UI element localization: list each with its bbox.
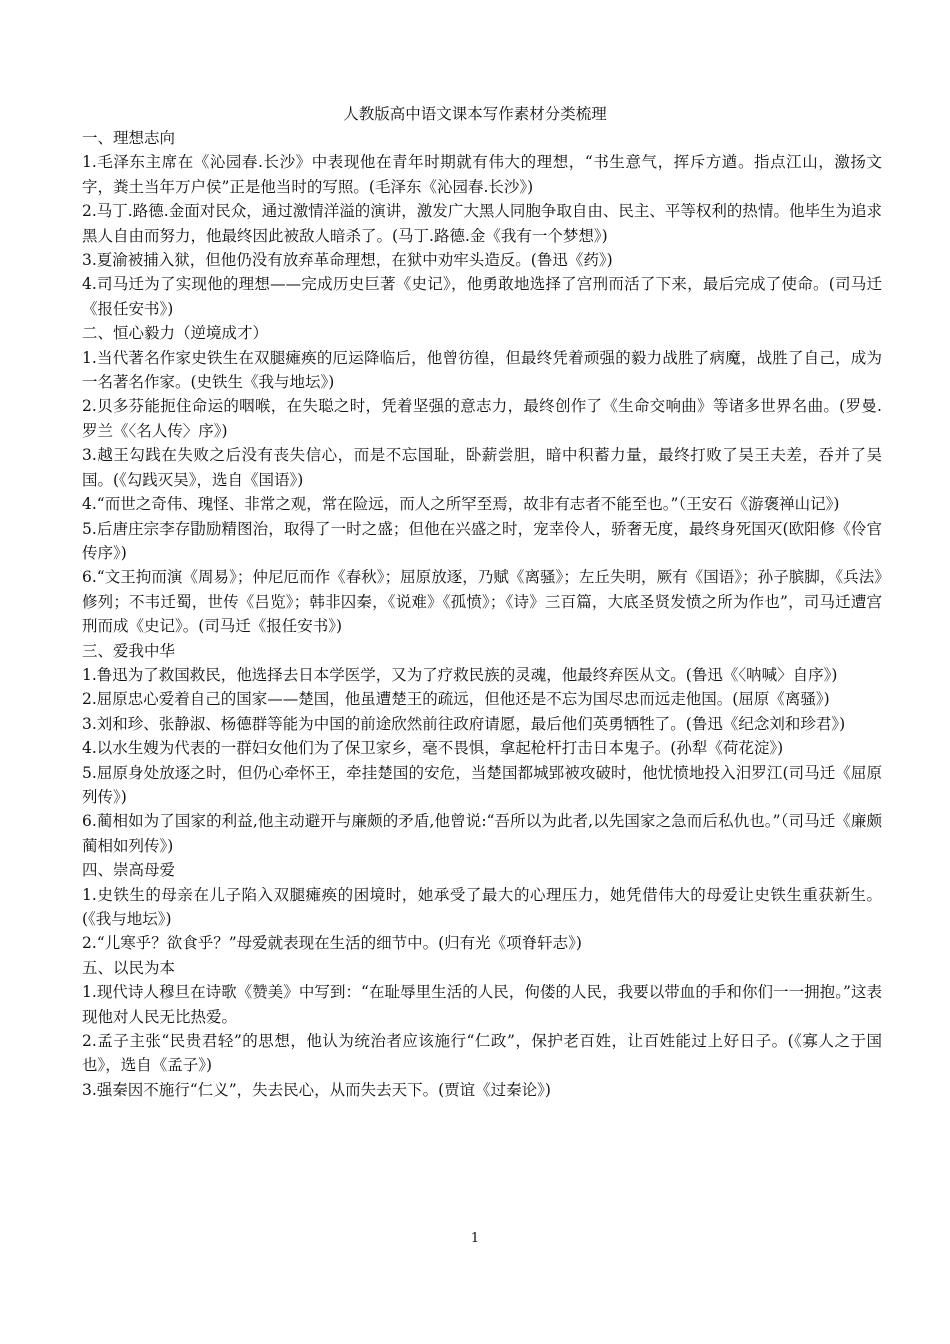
document-body	[82, 126, 882, 1102]
list-item: 2.贝多芬能扼住命运的咽喉，在失聪之时，凭着坚强的意志力，最终创作了《生命交响曲》等诸多世界名曲。(罗曼.罗兰《〈名人传〉序》)	[82, 397, 882, 440]
list-item: 5.后唐庄宗李存勖励精图治，取得了一时之盛；但他在兴盛之时，宠幸伶人，骄奢无度，最终身死国灭(欧阳修《伶官传序》)	[82, 519, 882, 562]
section-heading: 一、理想志向	[82, 129, 176, 147]
section-maternal-love	[82, 858, 882, 956]
list-item: 1.史铁生的母亲在儿子陷入双腿瘫痪的困境时，她承受了最大的心理压力，她凭借伟大的母爱让史铁生重获新生。(《我与地坛》)	[82, 885, 882, 928]
list-item: 1.现代诗人穆旦在诗歌《赞美》中写到：“在耻辱里生活的人民，佝偻的人民，我要以带血的手和你们一一拥抱。”这表现他对人民无比热爱。	[82, 983, 882, 1026]
list-item: 2.马丁.路德.金面对民众，通过激情洋溢的演讲，激发广大黑人同胞争取自由、民主、平等权利的热情。他毕生为追求黑人自由而努力，他最终因此被敌人暗杀了。(马丁.路德.金《我有一个梦想》)	[82, 202, 882, 245]
section-heading: 五、以民为本	[82, 958, 176, 977]
list-item: 4.司马迁为了实现他的理想——完成历史巨著《史记》，他勇敢地选择了宫刑而活了下来，最后完成了使命。(司马迁《报任安书》)	[82, 275, 882, 318]
list-item: 2.屈原忠心爱着自己的国家——楚国，他虽遭楚王的疏远，但他还是不忘为国尽忠而远走他国。(屈原《离骚》)	[82, 690, 830, 709]
page-number: 1	[470, 1231, 480, 1246]
list-item: 2.孟子主张“民贵君轻”的思想，他认为统治者应该施行“仁政”，保护老百姓，让百姓能过上好日子。(《寡人之于国也》，选自《孟子》)	[82, 1032, 882, 1075]
list-item: 1.鲁迅为了救国救民，他选择去日本学医学，又为了疗救民族的灵魂，他最终弃医从文。(鲁迅《〈呐喊〉自序》)	[82, 665, 838, 684]
list-item: 1.当代著名作家史铁生在双腿瘫痪的厄运降临后，他曾彷徨，但最终凭着顽强的毅力战胜了病魔，战胜了自己，成为一名著名作家。(史铁生《我与地坛》)	[82, 348, 882, 392]
section-people-first	[82, 956, 882, 1102]
list-item: 4.“而世之奇伟、瑰怪、非常之观，常在险远，而人之所罕至焉，故非有志者不能至也。”（王安石《游褒禅山记》)	[82, 495, 840, 514]
list-item: 3.夏渝被捕入狱，但他仍没有放弃革命理想，在狱中劝牢头造反。(鲁迅《药》)	[82, 251, 613, 270]
list-item: 5.屈原身处放逐之时，但仍心牵怀王，牵挂楚国的安危，当楚国都城郢被攻破时，他忧愤地投入汨罗江(司马迁《屈原列传》)	[82, 763, 882, 806]
list-item: 1.毛泽东主席在《沁园春.长沙》中表现他在青年时期就有伟大的理想，“书生意气，挥斥方遒。指点江山，激扬文字，粪土当年万户侯”正是他当时的写照。(毛泽东《沁园春.长沙》)	[82, 153, 882, 196]
document-title: 人教版高中语文课本写作素材分类梳理	[343, 105, 607, 123]
section-heading: 二、恒心毅力（逆境成才）	[82, 324, 269, 343]
list-item: 3.刘和珍、张静淑、杨德群等能为中国的前途欣然前往政府请愿，最后他们英勇牺牲了。(鲁迅《纪念刘和珍君》)	[82, 714, 846, 733]
section-perseverance	[82, 321, 882, 638]
list-item: 2.“儿寒乎？欲食乎？”母爱就表现在生活的细节中。(归有光《项脊轩志》)	[82, 934, 582, 953]
section-patriotism	[82, 639, 882, 859]
list-item: 6.“文王拘而演《周易》；仲尼厄而作《春秋》；屈原放逐，乃赋《离骚》；左丘失明，厥有《国语》；孙子膑脚，《兵法》修列；不韦迁蜀，世传《吕览》；韩非囚秦，《说难》《孤愤》；《诗》三百篇，大底圣贤发愤之所为作也”，司马迁遭宫刑而成《史记》。(司马迁《报任安书》)	[82, 568, 882, 636]
section-heading: 三、爱我中华	[82, 641, 176, 660]
list-item: 3.强秦因不施行“仁义”，失去民心，从而失去天下。(贾谊《过秦论》)	[82, 1080, 551, 1099]
section-heading: 四、崇高母爱	[82, 861, 176, 880]
list-item: 6.蔺相如为了国家的利益,他主动避开与廉颇的矛盾,他曾说:“吾所以为此者,以先国家之急而后私仇也。”（司马迁《廉颇蔺相如列传》)	[82, 812, 882, 855]
section-ideals	[82, 126, 882, 321]
list-item: 4.以水生嫂为代表的一群妇女他们为了保卫家乡，毫不畏惧，拿起枪杆打击日本鬼子。(孙犁《荷花淀》)	[82, 739, 784, 758]
list-item: 3.越王勾践在失败之后没有丧失信心，而是不忘国耻，卧薪尝胆，暗中积蓄力量，最终打败了吴王夫差，吞并了吴国。(《勾践灭吴》，选自《国语》)	[82, 446, 882, 489]
